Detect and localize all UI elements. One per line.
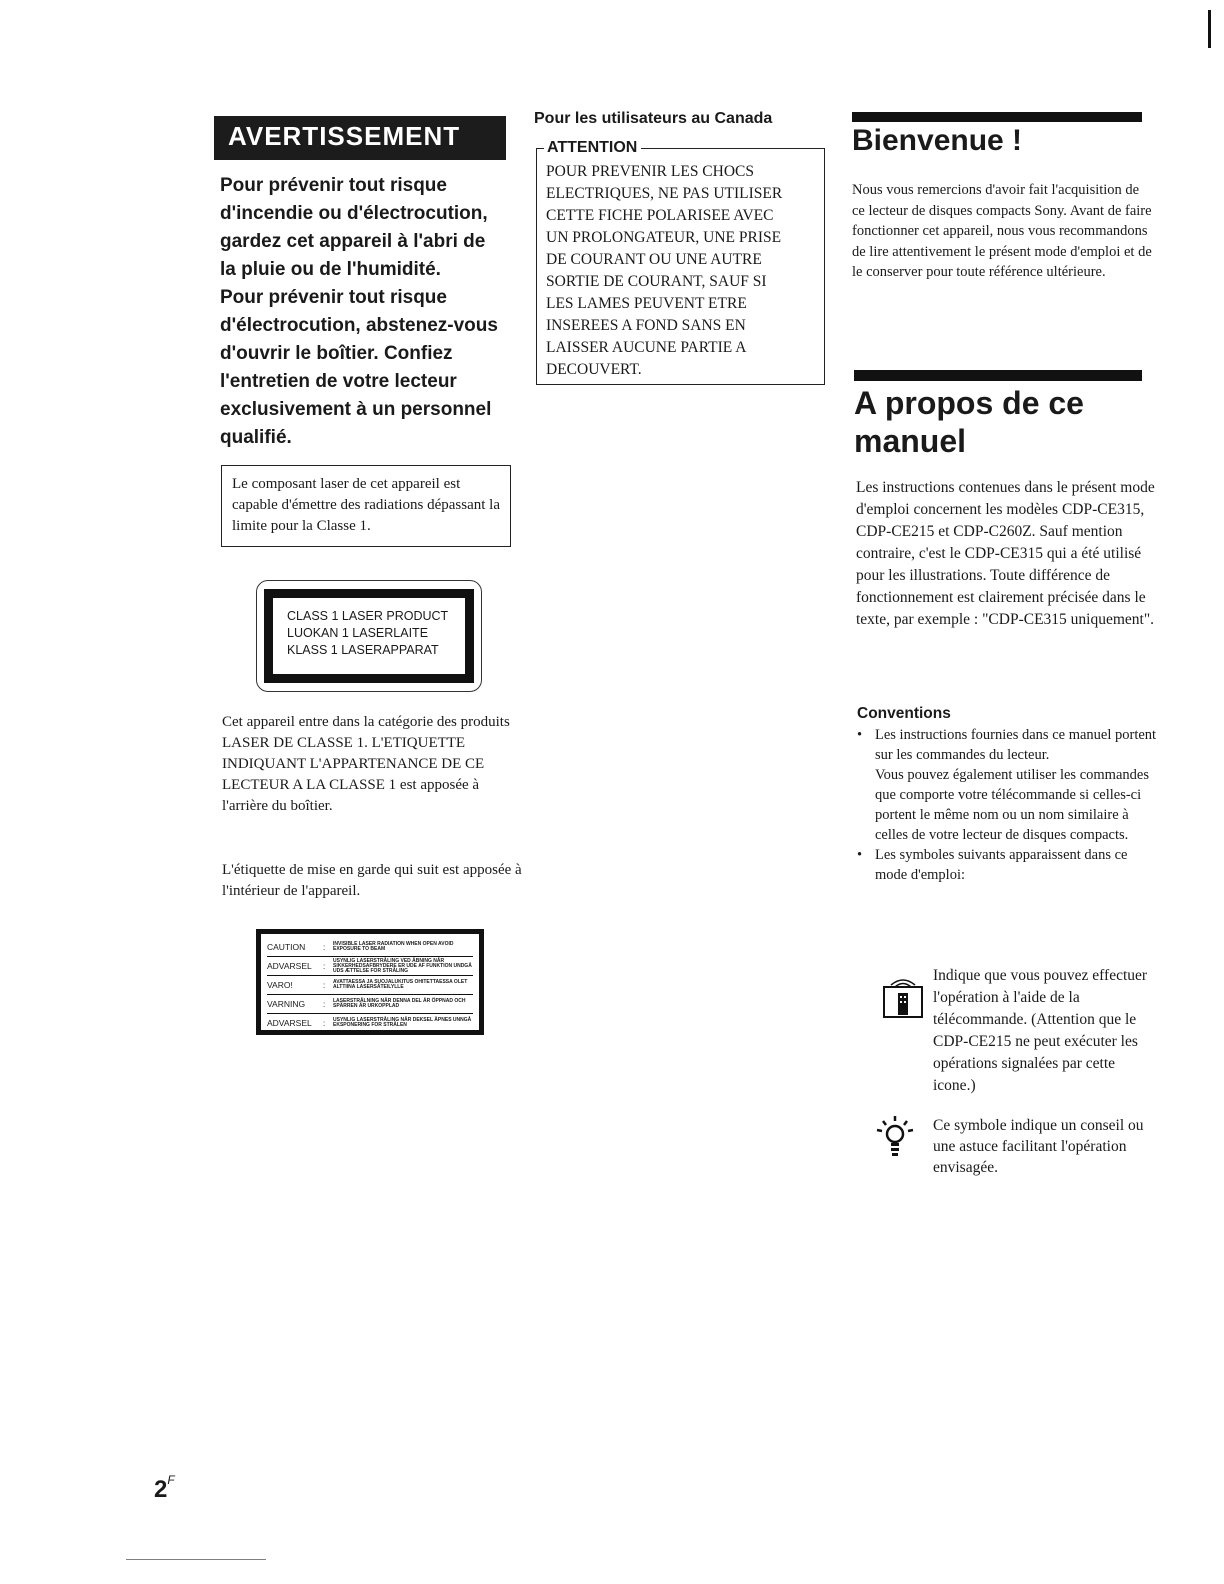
canada-heading: Pour les utilisateurs au Canada xyxy=(534,110,773,127)
section-rule xyxy=(852,112,1142,122)
caution-value: USYNLIG LASERSTRÅLING NÅR DEKSEL ÅPNES UNNGÅ EKSPONERING FOR STRÅLEN xyxy=(333,1017,472,1028)
lightbulb-icon xyxy=(872,1112,918,1162)
section-rule xyxy=(854,370,1142,381)
etiquette-text: L'étiquette de mise en garde qui suit est apposée à l'intérieur de l'appareil. xyxy=(222,862,522,899)
caution-key: VARO! xyxy=(267,980,293,990)
attention-box-top-left xyxy=(536,148,544,149)
warning-line: gardez cet appareil à l'abri de xyxy=(220,231,486,252)
caution-row: CAUTION : INVISIBLE LASER RADIATION WHEN OPEN AVOID EXPOSURE TO BEAM xyxy=(267,938,473,957)
class-label-line: LUOKAN 1 LASERLAITE xyxy=(287,626,429,640)
apropos-title: A propos de ce manuel xyxy=(854,385,1084,459)
attention-line: ELECTRIQUES, NE PAS UTILISER xyxy=(546,185,783,202)
attention-line: DE COURANT OU UNE AUTRE xyxy=(546,251,762,268)
caution-label xyxy=(256,929,484,1035)
apropos-text: Les instructions contenues dans le présent mode d'emploi concernent les modèles CDP-CE315, CDP-CE215 et CDP-C260Z. Sauf mention contraire, c'est le CDP-CE315 qui a été utilisé pour les illustrations. Toute différence de fonctionnement est clairement précisée dans le texte, par exemple : "CDP-CE315 uniquement". xyxy=(856,479,1155,628)
caution-row: ADVARSEL : USYNLIG LASERSTRÅLING NÅR DEKSEL ÅPNES UNNGÅ EKSPONERING FOR STRÅLEN xyxy=(267,1017,472,1028)
warning-line: l'entretien de votre lecteur xyxy=(220,371,457,392)
attention-line: INSEREES A FOND SANS EN xyxy=(546,317,746,334)
warning-text xyxy=(220,172,520,452)
caution-value: LASERSTRÅLNING NÄR DENNA DEL ÄR ÖPPNAD OCH SPÄRREN ÄR URKOPPLAD xyxy=(333,998,466,1009)
warning-line: la pluie ou de l'humidité. xyxy=(220,259,441,280)
caution-key: VARNING xyxy=(267,999,306,1009)
warning-line: d'incendie ou d'électrocution, xyxy=(220,203,488,224)
page-number xyxy=(154,1473,175,1504)
laser-category-text: Cet appareil entre dans la catégorie des produits LASER DE CLASSE 1. L'ETIQUETTE INDIQUANT L'APPARTENANCE DE CE LECTEUR A LA CLASSE 1 est apposée à l'arrière du boîtier. xyxy=(222,714,510,814)
attention-line: UN PROLONGATEUR, UNE PRISE xyxy=(546,229,782,246)
conventions-heading: Conventions xyxy=(857,705,951,722)
list-item xyxy=(857,845,1157,885)
attention-text xyxy=(546,161,821,381)
caution-row: ADVARSEL : USYNLIG LASERSTRÅLING VED ÅBNING NÅR SIKKERHEDSAFBRYDERE ER UDE AF FUNKTION UNDGÅ UDS ÆTTELSE FOR STRÅLING xyxy=(267,957,473,976)
caution-row: VARO! : AVATTAESSA JA SUOJALUKITUS OHITETTAESSA OLET ALTTIINA LASERSÄTEILYLLE xyxy=(267,976,473,995)
class-label-line: CLASS 1 LASER PRODUCT xyxy=(287,609,449,623)
remote-control-icon xyxy=(883,975,923,1019)
attention-line: DECOUVERT. xyxy=(546,361,642,378)
avertissement-title: AVERTISSEMENT xyxy=(228,121,461,151)
caution-key: ADVARSEL xyxy=(267,1018,312,1028)
warning-line: Pour prévenir tout risque xyxy=(220,175,447,196)
warning-line: exclusivement à un personnel xyxy=(220,399,492,420)
caution-key: ADVARSEL xyxy=(267,961,312,971)
warning-line: Pour prévenir tout risque xyxy=(220,287,447,308)
tip-icon-description: Ce symbole indique un conseil ou une astuce facilitant l'opération envisagée. xyxy=(933,1117,1144,1176)
bienvenue-text: Nous vous remercions d'avoir fait l'acquisition de ce lecteur de disques compacts Sony. Avant de faire fonctionner cet appareil, nous vous recommandons de lire attentivement le présent mode d'emploi et de le conserver pour toute référence ultérieure. xyxy=(852,182,1152,280)
bienvenue-title: Bienvenue ! xyxy=(852,124,1023,157)
bottom-rule xyxy=(126,1559,266,1560)
caution-key: CAUTION xyxy=(267,942,306,952)
warning-line: d'ouvrir le boîtier. Confiez xyxy=(220,343,453,364)
attention-line: LES LAMES PEUVENT ETRE xyxy=(546,295,747,312)
warning-line: qualifié. xyxy=(220,427,292,448)
page-number-value: 2 xyxy=(154,1476,168,1503)
attention-line: POUR PREVENIR LES CHOCS xyxy=(546,163,754,180)
class-1-laser-label xyxy=(264,589,474,683)
bullet-text: • Les instructions fournies dans ce manuel portent sur les commandes du lecteur. xyxy=(875,727,1157,763)
class-label-line: KLASS 1 LASERAPPARAT xyxy=(287,643,439,657)
caution-value: INVISIBLE LASER RADIATION WHEN OPEN AVOID EXPOSURE TO BEAM xyxy=(333,941,454,952)
list-item xyxy=(857,725,1157,845)
conventions-list xyxy=(857,725,1157,885)
attention-box-top-right xyxy=(625,148,825,149)
edge-mark xyxy=(1208,10,1211,48)
attention-line: CETTE FICHE POLARISEE AVEC xyxy=(546,207,774,224)
caution-value: AVATTAESSA JA SUOJALUKITUS OHITETTAESSA OLET ALTTIINA LASERSÄTEILYLLE xyxy=(333,979,468,990)
warning-line: d'électrocution, abstenez-vous xyxy=(220,315,498,336)
attention-line: LAISSER AUCUNE PARTIE A xyxy=(546,339,747,356)
page-number-suffix: F xyxy=(167,1473,175,1487)
bullet-text: • Les symboles suivants apparaissent dans ce mode d'emploi: xyxy=(875,847,1128,883)
attention-line: SORTIE DE COURANT, SAUF SI xyxy=(546,273,767,290)
laser-notice-box: Le composant laser de cet appareil est capable d'émettre des radiations dépassant la limite pour la Classe 1. xyxy=(221,465,511,547)
caution-value: USYNLIG LASERSTRÅLING VED ÅBNING NÅR SIKKERHEDSAFBRYDERE ER UDE AF FUNKTION UNDGÅ UDS ÆTTELSE FOR STRÅLING xyxy=(333,957,472,974)
attention-title: ATTENTION xyxy=(547,139,641,157)
bullet-extra-text: Vous pouvez également utiliser les commandes que comporte votre télécommande si celles-ci portent le même nom ou un nom similaire à celles de votre lecteur de disques compacts. xyxy=(875,767,1149,843)
caution-row: VARNING : LASERSTRÅLNING NÄR DENNA DEL ÄR ÖPPNAD OCH SPÄRREN ÄR URKOPPLAD xyxy=(267,995,473,1014)
remote-icon-description: Indique que vous pouvez effectuer l'opération à l'aide de la télécommande. (Attention que le CDP-CE215 ne peut exécuter les opérations signalées par cette icone.) xyxy=(933,967,1148,1094)
